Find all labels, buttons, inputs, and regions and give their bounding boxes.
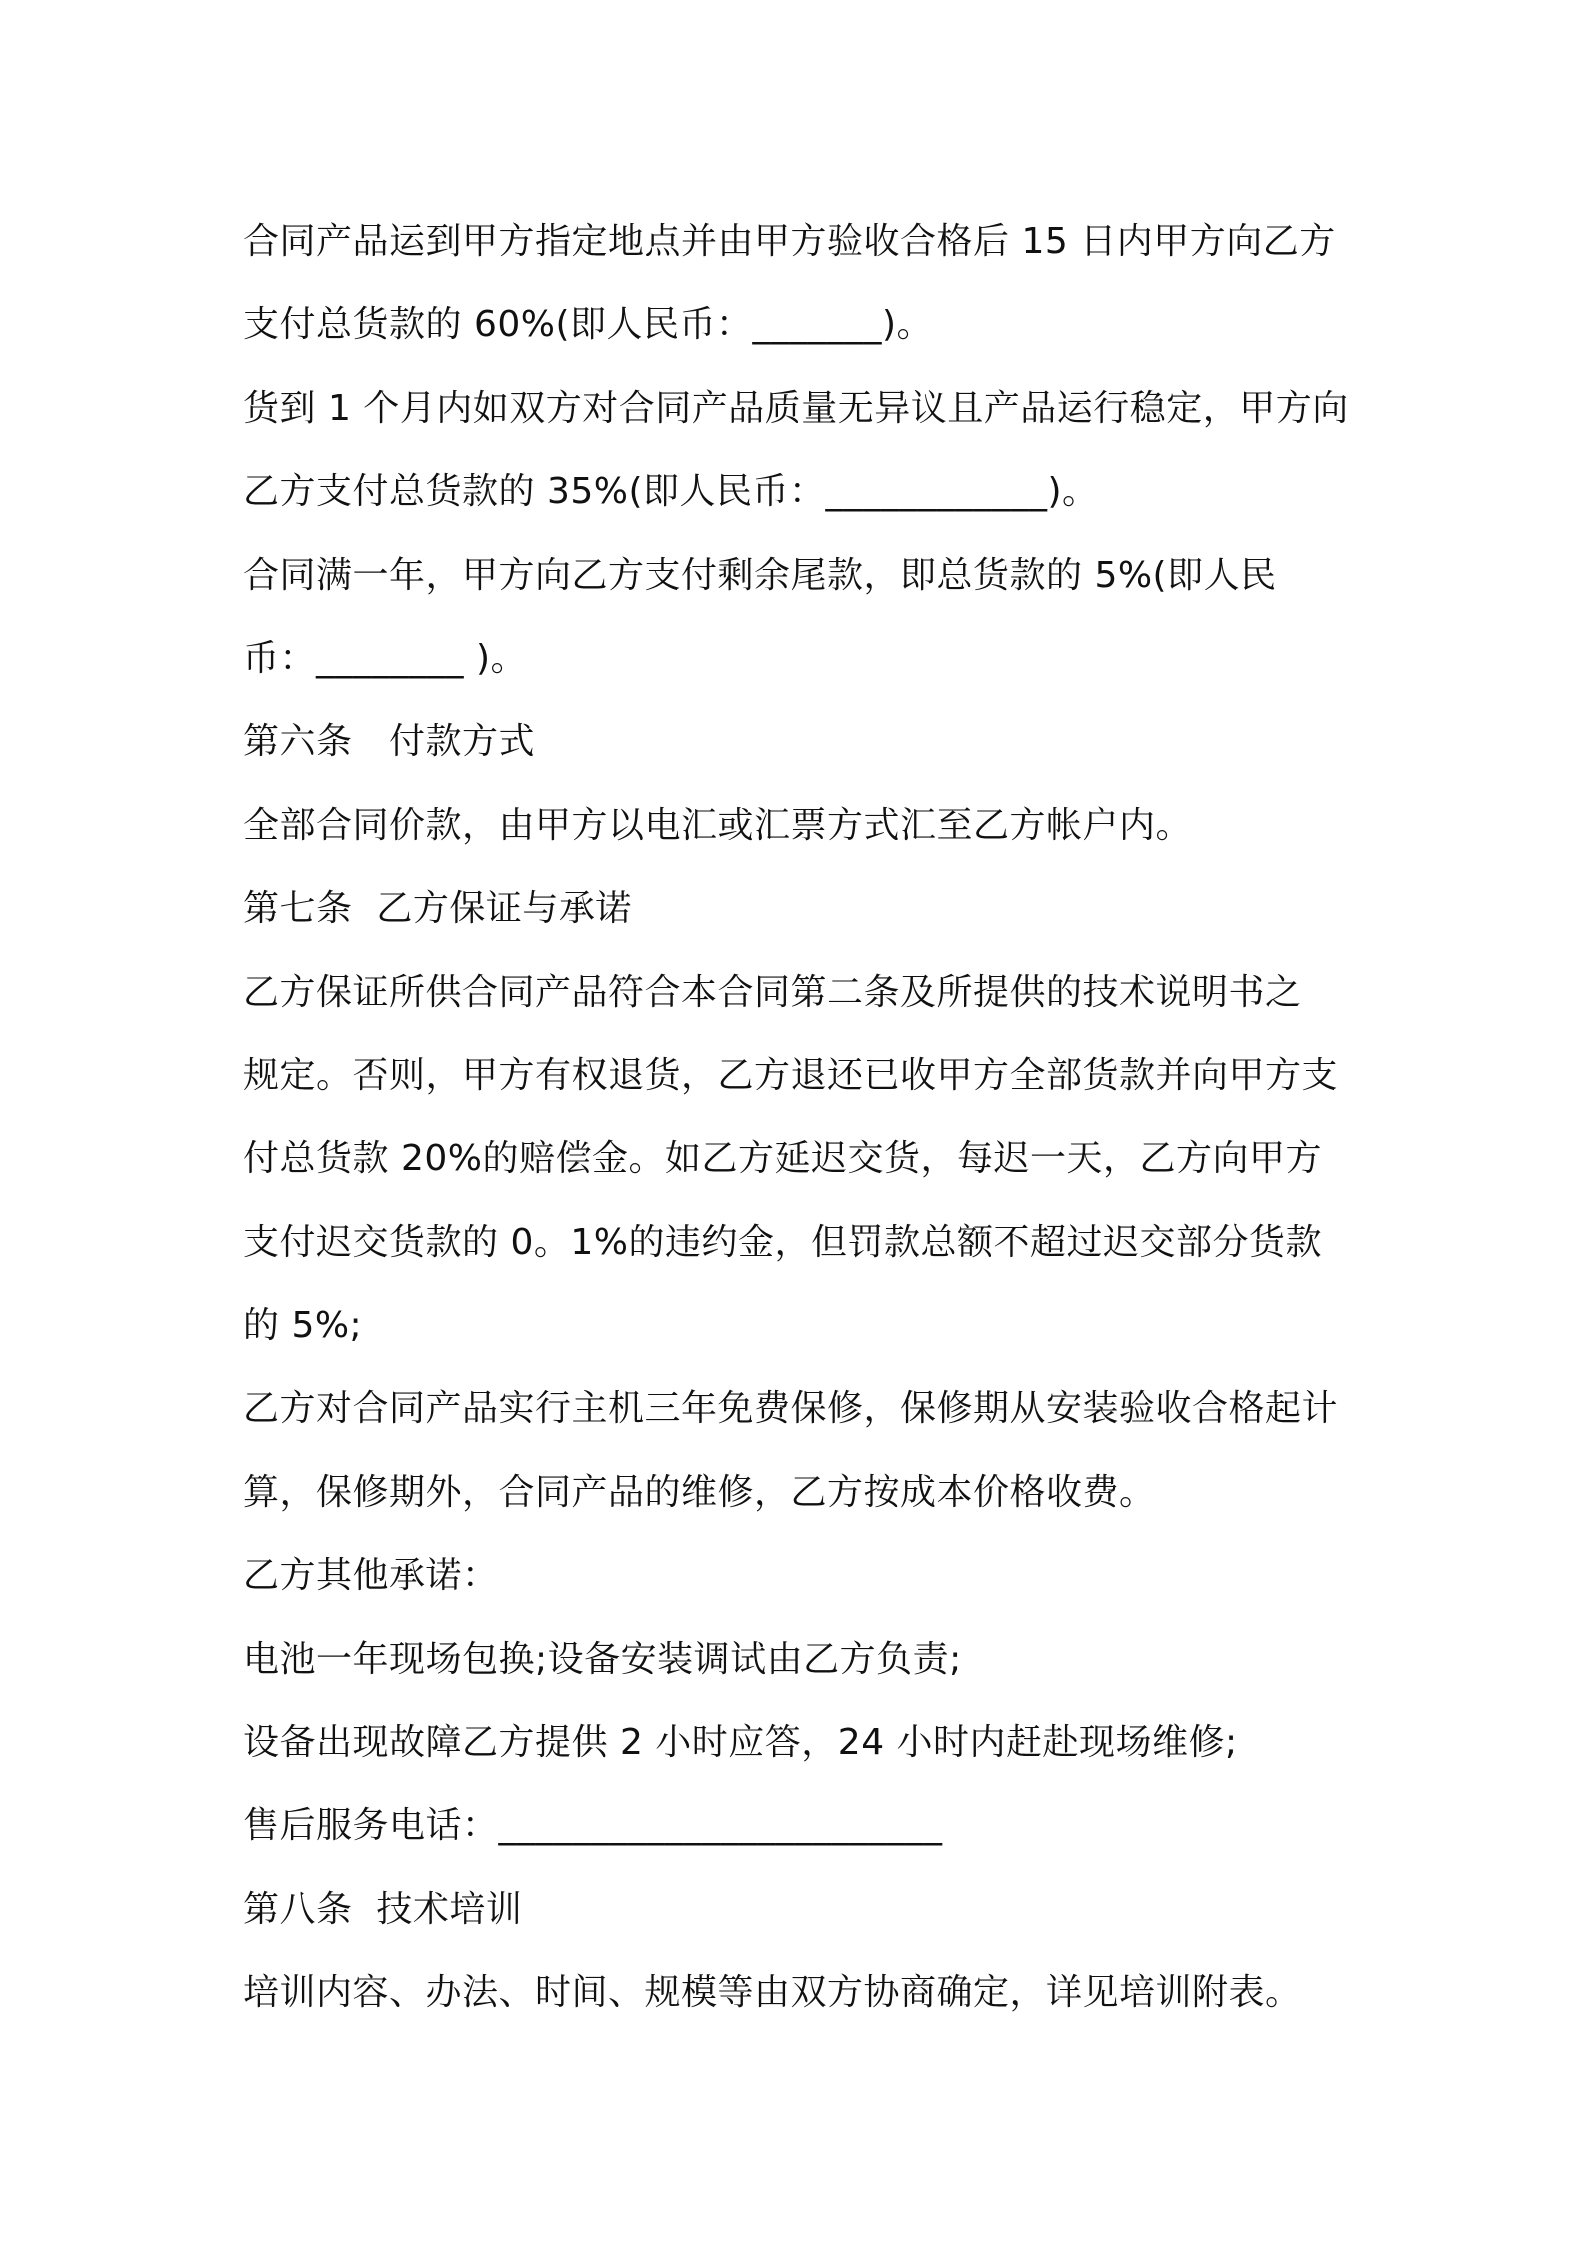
- paragraph-line: 合同产品运到甲方指定地点并由甲方验收合格后 15 日内甲方向乙方: [243, 221, 1336, 262]
- paragraph-line: 币：________ )。: [243, 637, 527, 679]
- paragraph-line: 乙方其他承诺：: [243, 1555, 499, 1597]
- paragraph-line: 乙方对合同产品实行主机三年免费保修，保修期从安装验收合格起计: [243, 1388, 1339, 1430]
- paragraph-line: 培训内容、办法、时间、规模等由双方协商确定，详见培训附表。: [243, 1972, 1302, 2014]
- paragraph-line: 付总货款 20%的赔偿金。如乙方延迟交货，每迟一天，乙方向甲方: [243, 1138, 1322, 1180]
- paragraph-line: 电池一年现场包换;设备安装调试由乙方负责;: [243, 1638, 962, 1680]
- section-heading: 第八条 技术培训: [243, 1888, 523, 1930]
- paragraph-line: 设备出现故障乙方提供 2 小时应答，24 小时内赶赴现场维修;: [243, 1722, 1238, 1764]
- paragraph-line: 乙方保证所供合同产品符合本合同第二条及所提供的技术说明书之: [243, 971, 1302, 1013]
- paragraph-line: 支付总货款的 60%(即人民币：_______)。: [243, 304, 934, 346]
- document-body: [243, 200, 1363, 2035]
- paragraph-line: 合同满一年，甲方向乙方支付剩余尾款，即总货款的 5%(即人民: [243, 554, 1277, 596]
- paragraph-line: 算，保修期外，合同产品的维修，乙方按成本价格收费。: [243, 1471, 1156, 1513]
- paragraph-line: 货到 1 个月内如双方对合同产品质量无异议且产品运行稳定，甲方向: [243, 387, 1349, 429]
- paragraph-line: 支付迟交货款的 0。1%的违约金，但罚款总额不超过迟交部分货款: [243, 1221, 1322, 1263]
- paragraph-line: 乙方支付总货款的 35%(即人民币：____________)。: [243, 471, 1099, 513]
- section-heading: 第六条 付款方式: [243, 721, 536, 763]
- section-heading: 第七条 乙方保证与承诺: [243, 888, 632, 930]
- paragraph-line: 全部合同价款，由甲方以电汇或汇票方式汇至乙方帐户内。: [243, 804, 1193, 846]
- paragraph-line: 规定。否则，甲方有权退货，乙方退还已收甲方全部货款并向甲方支: [243, 1054, 1339, 1096]
- paragraph-line: 售后服务电话：________________________: [243, 1805, 943, 1847]
- paragraph-line: 的 5%;: [243, 1305, 363, 1347]
